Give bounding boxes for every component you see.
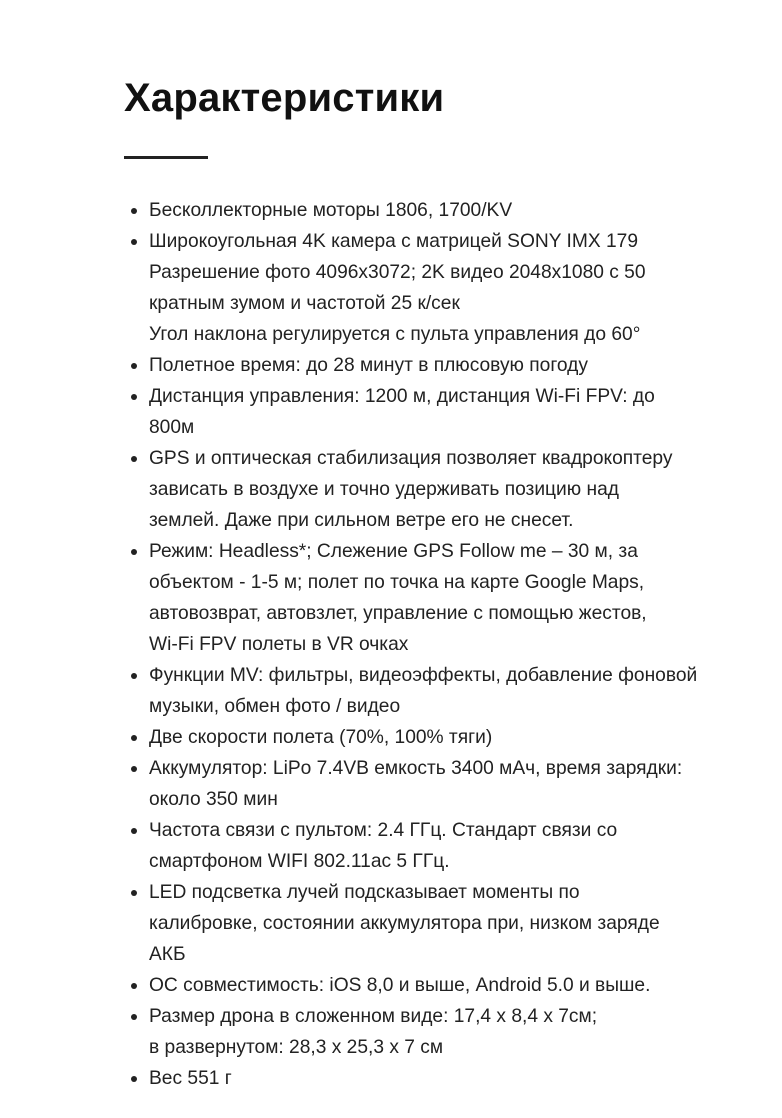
spec-line: Функции MV: фильтры, видеоэффекты, добавление фоновой (149, 665, 698, 686)
spec-line: Бесколлекторные моторы 1806, 1700/KV (149, 200, 513, 221)
spec-line: Дистанция управления: 1200 м, дистанция Wi-Fi FPV: до (149, 386, 655, 407)
spec-line: Wi-Fi FPV полеты в VR очках (149, 634, 409, 655)
spec-line: в развернутом: 28,3 х 25,3 х 7 см (149, 1037, 444, 1058)
bullet-icon (131, 983, 137, 989)
spec-item (124, 970, 724, 1001)
spec-line: Частота связи с пультом: 2.4 ГГц. Стандарт связи со (149, 820, 618, 841)
bullet-icon (131, 828, 137, 834)
spec-item (124, 1063, 724, 1094)
spec-item (124, 350, 724, 381)
spec-line: LED подсветка лучей подсказывает моменты по (149, 882, 580, 903)
spec-line: Полетное время: до 28 минут в плюсовую погоду (149, 355, 588, 376)
spec-line: кратным зумом и частотой 25 к/сек (149, 293, 460, 314)
spec-line: ОС совместимость: iOS 8,0 и выше, Android 5.0 и выше. (149, 975, 651, 996)
spec-line: Широкоугольная 4K камера с матрицей SONY IMX 179 (149, 231, 638, 252)
spec-line: землей. Даже при сильном ветре его не снесет. (149, 510, 574, 531)
bullet-icon (131, 735, 137, 741)
spec-item (124, 660, 724, 722)
spec-line: Размер дрона в сложенном виде: 17,4 х 8,4 х 7см; (149, 1006, 598, 1027)
spec-item (124, 1001, 724, 1063)
spec-item (124, 722, 724, 753)
spec-line: Две скорости полета (70%, 100% тяги) (149, 727, 493, 748)
spec-item (124, 443, 724, 536)
spec-line: Разрешение фото 4096x3072; 2K видео 2048x1080 с 50 (149, 262, 646, 283)
title-divider (124, 156, 208, 159)
spec-item (124, 381, 724, 443)
spec-line: Вес 551 г (149, 1068, 232, 1089)
bullet-icon (131, 363, 137, 369)
spec-line: около 350 мин (149, 789, 278, 810)
spec-item (124, 195, 724, 226)
bullet-icon (131, 766, 137, 772)
spec-line: Угол наклона регулируется с пульта управления до 60° (149, 324, 641, 345)
spec-line: объектом - 1-5 м; полет по точка на карте Google Maps, (149, 572, 645, 593)
bullet-icon (131, 673, 137, 679)
bullet-icon (131, 1076, 137, 1082)
spec-line: смартфоном WIFI 802.11ac 5 ГГц. (149, 851, 450, 872)
spec-line: Аккумулятор: LiPo 7.4VB емкость 3400 мАч, время зарядки: (149, 758, 683, 779)
bullet-icon (131, 549, 137, 555)
specs-section (124, 0, 724, 1094)
bullet-icon (131, 890, 137, 896)
spec-item (124, 815, 724, 877)
spec-line: АКБ (149, 944, 186, 965)
bullet-icon (131, 456, 137, 462)
spec-line: калибровке, состоянии аккумулятора при, низком заряде (149, 913, 660, 934)
spec-item (124, 536, 724, 660)
spec-line: автовозврат, автовзлет, управление с помощью жестов, (149, 603, 647, 624)
bullet-icon (131, 394, 137, 400)
spec-line: 800м (149, 417, 195, 438)
spec-line: музыки, обмен фото / видео (149, 696, 401, 717)
spec-line: зависать в воздухе и точно удерживать позицию над (149, 479, 619, 500)
bullet-icon (131, 239, 137, 245)
spec-list (124, 195, 724, 1094)
page-title: Характеристики (124, 76, 445, 120)
bullet-icon (131, 208, 137, 214)
spec-item (124, 877, 724, 970)
spec-item (124, 753, 724, 815)
spec-line: GPS и оптическая стабилизация позволяет квадрокоптеру (149, 448, 673, 469)
spec-line: Режим: Headless*; Слежение GPS Follow me – 30 м, за (149, 541, 638, 562)
bullet-icon (131, 1014, 137, 1020)
spec-item (124, 226, 724, 350)
